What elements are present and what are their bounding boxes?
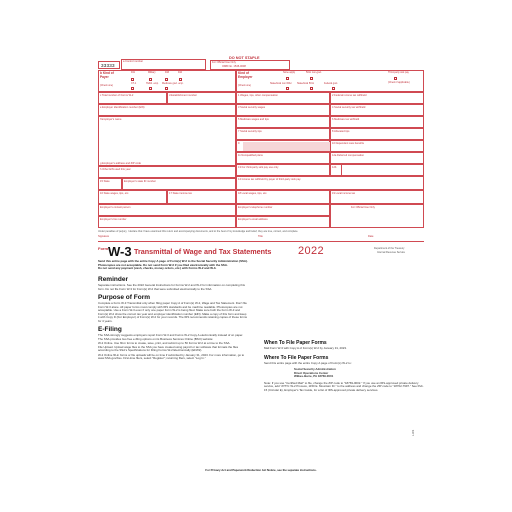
payer-option-941: 941: [131, 71, 135, 74]
box-8[interactable]: [330, 128, 424, 140]
field-c-box[interactable]: [98, 92, 167, 104]
form-code: 33333: [101, 63, 115, 68]
email-label: Employer's email address: [238, 218, 268, 221]
form-code-box: [98, 61, 120, 69]
box-8-label: 8 Allocated tips: [332, 130, 350, 133]
box-12b-label: 12b: [332, 166, 337, 169]
payer-option-ct1: CT-1: [131, 82, 137, 85]
box-10[interactable]: [330, 140, 424, 152]
box-7[interactable]: [236, 128, 330, 140]
form-code-vertical: L-W3: [412, 429, 415, 436]
box-2-label: 2 Federal income tax withheld: [332, 94, 367, 97]
field-15-label: 15 State: [100, 180, 110, 183]
tax-year: 2022: [298, 245, 325, 257]
employer-state-local-checkbox[interactable]: [286, 87, 289, 90]
box-9-shading: [243, 142, 330, 151]
purpose-text: Complete a Form W-3 Transmittal only when filing paper Copy A of Form(s) W-2, Wage and Tax Statement. Don't file Form W-3 alone. All paper forms must comply with IRS standards and be machine readable. Photocopies are not acceptable. Use a Form W-3 even if only one paper Form W-2 is being filed. Make sure both the Form W-3 and Form(s) W-2 show the correct tax year and employer identification number (EIN). Make a copy of this form and keep it with Copy D (For Employer) of Form(s) W-2 for your records. The IRS recommends retaining copies of these forms for 4 years.: [98, 301, 247, 323]
treasury-dept: Department of the Treasury: [374, 247, 405, 250]
box-3-label: 3 Social security wages: [238, 106, 266, 109]
employer-option-state-local: State/local non-501c: [270, 82, 292, 85]
box-13-label: 13 For third-party sick pay use only: [238, 166, 279, 169]
box-3[interactable]: [236, 104, 330, 116]
employer-option-none: None apply: [283, 71, 296, 74]
telephone-box[interactable]: [236, 204, 330, 216]
field-17-label: 17 State income tax: [169, 192, 192, 195]
official-use-lower-label: For Official Use Only: [351, 206, 375, 209]
efiling-heading: E-Filing: [98, 326, 122, 333]
third-party-sub: (Check if applicable): [388, 81, 410, 84]
instruction-line-2: Photocopies are not acceptable. Do not send Form W-3 if you filed electronically with the SSA.: [98, 262, 228, 267]
box-5[interactable]: [236, 116, 330, 128]
field-d-box[interactable]: [167, 92, 236, 104]
where-note: Note: If you use "Certified Mail" to file, change the ZIP code to "18769-0002." If you use an IRS-approved private delivery service, add "ATTN: W-2 Process, 1150 E. Mountain Dr." to the address and change the ZIP code to "18702-7997." See Pub. 15 (Circular E), Employer's Tax Guide, for a list of IRS-approved private delivery services.: [264, 380, 424, 392]
signature-line: [98, 241, 424, 242]
box-14-label: 14 Income tax withheld by payer of third-party sick pay: [238, 178, 301, 181]
payer-option-medicare: Medicare govt. emp.: [162, 82, 184, 85]
employer-501c-checkbox[interactable]: [310, 77, 313, 80]
box-14[interactable]: [236, 176, 424, 190]
box-9[interactable]: [236, 140, 330, 152]
field-g-label: g Employer's address and ZIP code: [100, 162, 141, 165]
payer-option-944: 944: [178, 71, 182, 74]
do-not-staple: DO NOT STAPLE: [229, 56, 260, 60]
kind-of-payer-sub: (Check one): [100, 84, 114, 87]
date-label: Date: [368, 235, 374, 238]
where-text: Send this entire page with the entire Copy A page of Form(s) W-2 to:: [264, 360, 352, 365]
official-use-lower-box: [330, 204, 424, 228]
employer-federal-checkbox[interactable]: [332, 87, 335, 90]
address-line-2: Direct Operations Center: [294, 370, 329, 375]
third-party-label: Third-party sick pay: [388, 71, 409, 74]
employer-option-501c: 501c non-govt.: [306, 71, 322, 74]
box-12a-label: 12a Deferred compensation: [332, 154, 365, 157]
employer-option-federal: Federal govt.: [324, 82, 338, 85]
fax-box[interactable]: [98, 216, 236, 228]
w3-form-page: [98, 56, 424, 486]
box-18-label: 18 Local wages, tips, etc.: [238, 192, 268, 195]
field-15b-box[interactable]: [122, 178, 236, 190]
employer-state-501c-checkbox[interactable]: [310, 87, 313, 90]
box-11[interactable]: [236, 152, 330, 164]
payer-ct1-checkbox[interactable]: [131, 87, 134, 90]
w3-form-grid: [98, 56, 424, 242]
email-box[interactable]: [236, 216, 330, 228]
field-c-label: c Total number of Forms W-2: [100, 94, 134, 97]
field-e-box[interactable]: [98, 104, 236, 116]
official-use-label: For Official Use Only: [212, 61, 236, 64]
instruction-line-1: Send this entire page with the entire Copy A page of Form(s) W-2 to the Social Security Administration (SSA).: [98, 259, 248, 263]
payer-943-checkbox[interactable]: [165, 78, 168, 81]
payer-option-943: 943: [165, 71, 169, 74]
payer-941-checkbox[interactable]: [131, 78, 134, 81]
address-line-1: Social Security Administration: [294, 367, 336, 371]
perjury-statement: Under penalties of perjury, I declare that I have examined this return and accompanying documents, and to the best of my knowledge and belief, they are true, correct, and complete.: [98, 230, 299, 233]
payer-option-hshld: Hshld. emp.: [146, 82, 159, 85]
when-text: Mail Form W-3 with Copy A of Form(s) W-2 by January 31, 2023.: [264, 346, 347, 350]
purpose-heading: Purpose of Form: [98, 294, 151, 301]
payer-944-checkbox[interactable]: [179, 78, 182, 81]
contact-label: Employer's contact person: [100, 206, 131, 209]
box-1-label: 1 Wages, tips, other compensation: [238, 94, 278, 97]
field-h-label: h Other EIN used this year: [100, 168, 131, 171]
payer-military-checkbox[interactable]: [149, 78, 152, 81]
instructions-block: [98, 260, 424, 271]
box-1[interactable]: [236, 92, 330, 104]
kind-of-payer-label: b Kind of Payer: [100, 71, 114, 79]
instruction-line-3: Do not send any payment (cash, checks, money orders, etc.) with Forms W-2 and W-3.: [98, 266, 217, 270]
efiling-text-2: W-2 Online fill-in forms or file uploads will be on time if submitted by January 31, 2023. For more information, go to www.SSA.gov/bso. First-time filers, select "Register"; returning filers, select "Log In.": [98, 352, 245, 360]
box-13[interactable]: [236, 164, 330, 176]
privacy-notice: For Privacy Act and Paperwork Reduction Act Notice, see the separate instructions.: [205, 468, 317, 472]
box-19-label: 19 Local income tax: [332, 192, 356, 195]
form-title: Transmittal of Wage and Tax Statements: [134, 247, 272, 256]
field-16-box[interactable]: [98, 190, 167, 204]
signature-label: Signature: [98, 235, 110, 238]
field-h-box[interactable]: [98, 166, 236, 178]
box-12b[interactable]: [330, 164, 424, 176]
field-16-label: 16 State wages, tips, etc.: [100, 192, 129, 195]
field-17-box[interactable]: [167, 190, 236, 204]
box-6[interactable]: [330, 116, 424, 128]
employer-option-state-501c: State/local 501c: [297, 82, 315, 85]
efiling-text: The SSA strongly suggests employers report Form W-3 and Forms W-2 Copy A electronically instead of on paper. The SSA provides two free e-filing options on its Business Services Online (BSO) website:: [98, 333, 244, 341]
box-4-label: 4 Social security tax withheld: [332, 106, 366, 109]
left-column: [98, 276, 248, 361]
payer-hshld-checkbox[interactable]: [149, 87, 152, 90]
omb-number: OMB No. 1545-0008: [222, 65, 246, 68]
field-e-label: e Employer identification number (EIN): [100, 106, 145, 109]
control-number-label: a Control number: [123, 60, 144, 63]
box-12a[interactable]: [330, 152, 424, 164]
when-heading: When To File Paper Forms: [264, 340, 327, 346]
efiling-bullet-1: W-2 Online. Use fill-in forms to create, save, print, and submit up to 50 Forms W-2 at a time to the SSA.: [98, 341, 231, 345]
field-15b-label: Employer's state ID number: [124, 180, 156, 183]
payer-medicare-checkbox[interactable]: [165, 87, 168, 90]
box-6-label: 6 Medicare tax withheld: [332, 118, 360, 121]
field-f-g-box[interactable]: [98, 116, 236, 166]
box-18[interactable]: [236, 190, 330, 204]
right-column: [264, 340, 424, 392]
kind-of-employer-label: Kind of Employer: [238, 71, 253, 79]
contact-box[interactable]: [98, 204, 236, 216]
field-d-label: d Establishment number: [169, 94, 197, 97]
control-number-field[interactable]: [121, 59, 206, 70]
box-7-label: 7 Social security tips: [238, 130, 262, 133]
box-19[interactable]: [330, 190, 424, 204]
fax-label: Employer's fax number: [100, 218, 127, 221]
title-label: Title: [258, 235, 263, 238]
reminder-heading: Reminder: [98, 276, 128, 283]
address-line-3: Wilkes-Barre, PA 18769-0001: [294, 374, 334, 378]
third-party-checkbox[interactable]: [394, 77, 397, 80]
box-2[interactable]: [330, 92, 424, 104]
box-4[interactable]: [330, 104, 424, 116]
form-number: W-3: [108, 244, 132, 259]
box-10-label: 10 Dependent care benefits: [332, 142, 364, 145]
kind-of-employer-sub: (Check one): [238, 84, 252, 87]
box-9-label: 9: [238, 142, 240, 145]
payer-option-military: Military: [148, 71, 156, 74]
field-f-label: f Employer's name: [100, 118, 122, 121]
form-prefix: Form: [98, 246, 108, 251]
employer-none-checkbox[interactable]: [286, 77, 289, 80]
reminder-text: Separate instructions. See the 2022 General Instructions for Forms W-2 and W-3 for information on completing this form. Do not file Form W-3 for Form(s) W-2 that were submitted electronically to the SSA.: [98, 283, 245, 291]
box-11-label: 11 Nonqualified plans: [238, 154, 263, 157]
box-5-label: 5 Medicare wages and tips: [238, 118, 269, 121]
irs-label: Internal Revenue Service: [377, 250, 406, 254]
telephone-label: Employer's telephone number: [238, 206, 273, 209]
efiling-bullet-2: File Upload. Upload wage files to the SSA you have created using payroll or tax software that formats the files according to the SSA's Specifications for Filing Forms W-2 Electronically (EFW2).: [98, 344, 239, 352]
where-heading: Where To File Paper Forms: [264, 354, 329, 361]
field-15-box[interactable]: [98, 178, 122, 190]
